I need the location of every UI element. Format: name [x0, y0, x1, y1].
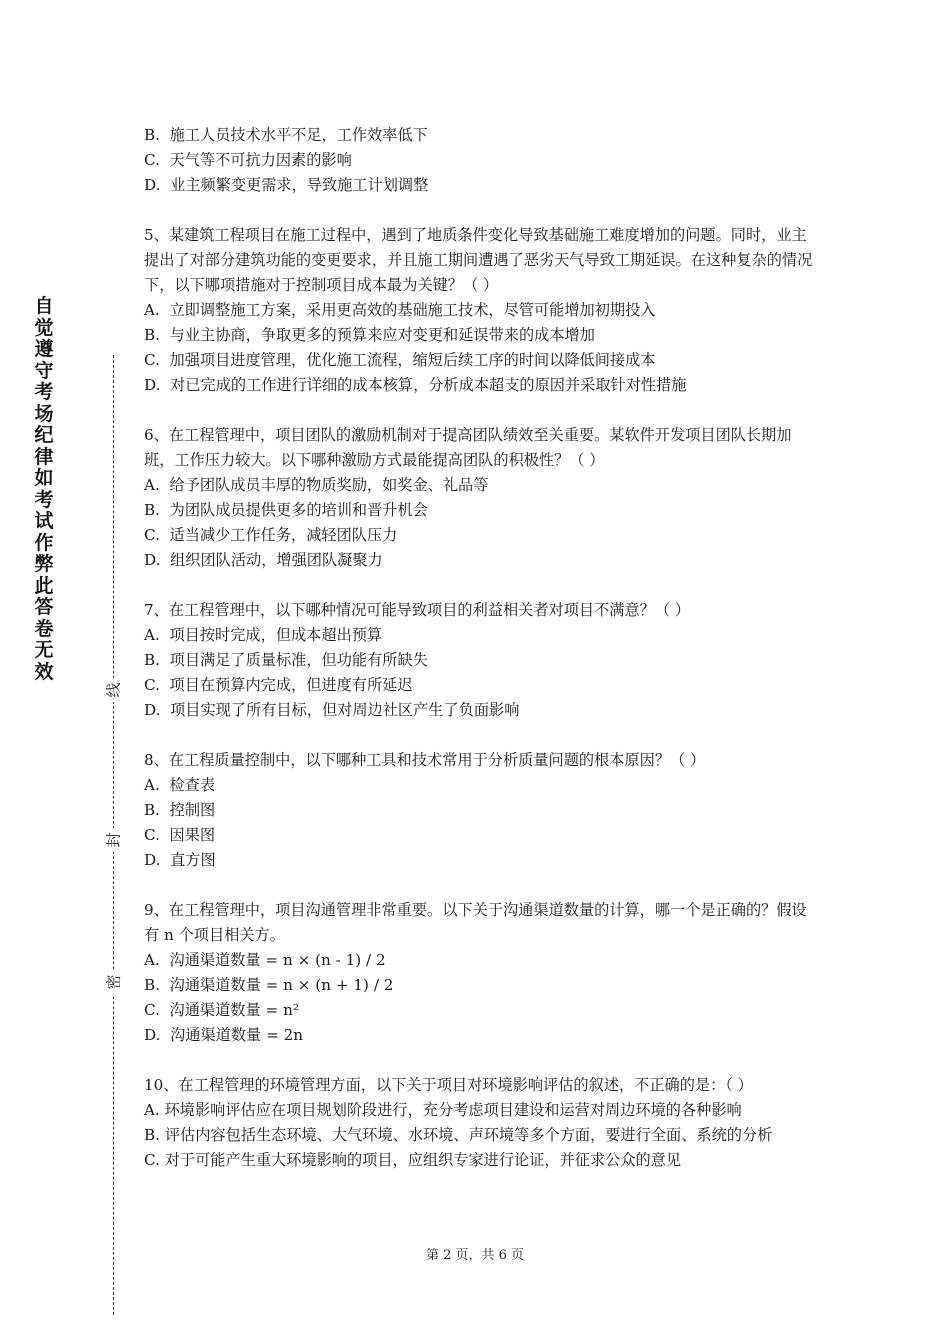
option: D. 对已完成的工作进行详细的成本核算，分析成本超支的原因并采取针对性措施	[144, 376, 687, 394]
question-6	[144, 423, 814, 573]
option: D. 项目实现了所有目标，但对周边社区产生了负面影响	[144, 701, 520, 719]
option: A. 项目按时完成，但成本超出预算	[144, 626, 383, 644]
option: B. 沟通渠道数量 = n × (n + 1) / 2	[144, 976, 394, 994]
option: A. 沟通渠道数量 = n × (n - 1) / 2	[144, 951, 386, 969]
question-stem: 5、某建筑工程项目在施工过程中，遇到了地质条件变化导致基础施工难度增加的问题。同时，业主提出了对部分建筑功能的变更要求，并且施工期间遭遇了恶劣天气导致工期延误。在这种复杂的情况下，以下哪项措施对于控制项目成本最为关键？（ ）	[144, 226, 813, 294]
option: A. 给予团队成员丰厚的物质奖励，如奖金、礼品等	[144, 476, 489, 494]
option: C. 适当减少工作任务，减轻团队压力	[144, 526, 398, 544]
question-5	[144, 223, 814, 398]
page-footer: 第 2 页，共 6 页	[425, 1248, 525, 1263]
option: B. 为团队成员提供更多的培训和晋升机会	[144, 501, 428, 519]
side-warning: 自觉遵守考场纪律如考试作弊此答卷无效	[34, 295, 54, 683]
seal-label-mi: 密	[103, 970, 125, 994]
option: C. 天气等不可抗力因素的影响	[144, 151, 352, 169]
previous-question-options	[144, 123, 814, 198]
option: C. 沟通渠道数量 = n²	[144, 1001, 299, 1019]
question-stem: 8、在工程质量控制中，以下哪种工具和技术常用于分析质量问题的根本原因？（ ）	[144, 751, 706, 769]
option: C. 因果图	[144, 826, 216, 844]
option: B. 与业主协商，争取更多的预算来应对变更和延误带来的成本增加	[144, 326, 595, 344]
question-8	[144, 748, 814, 873]
option: D. 组织团队活动，增强团队凝聚力	[144, 551, 383, 569]
question-7	[144, 598, 814, 723]
option: B. 项目满足了质量标准，但功能有所缺失	[144, 651, 428, 669]
option: D. 沟通渠道数量 = 2n	[144, 1026, 304, 1044]
question-stem: 9、在工程管理中，项目沟通管理非常重要。以下关于沟通渠道数量的计算，哪一个是正确的？假设有 n 个项目相关方。	[144, 901, 807, 944]
option: C. 加强项目进度管理，优化施工流程，缩短后续工序的时间以降低间接成本	[144, 351, 656, 369]
option: A. 立即调整施工方案，采用更高效的基础施工技术，尽管可能增加初期投入	[144, 301, 656, 319]
option: D. 直方图	[144, 851, 216, 869]
option: A. 检查表	[144, 776, 216, 794]
seal-label-feng: 封	[103, 828, 125, 852]
question-9	[144, 898, 814, 1048]
question-stem: 6、在工程管理中，项目团队的激励机制对于提高团队绩效至关重要。某软件开发项目团队长期加班，工作压力较大。以下哪种激励方式最能提高团队的积极性？（ ）	[144, 426, 792, 469]
option: B. 评估内容包括生态环境、大气环境、水环境、声环境等多个方面，要进行全面、系统的分析	[144, 1126, 773, 1144]
option: C. 对于可能产生重大环境影响的项目，应组织专家进行论证，并征求公众的意见	[144, 1151, 682, 1169]
option: D. 业主频繁变更需求，导致施工计划调整	[144, 176, 429, 194]
option: B. 控制图	[144, 801, 216, 819]
seal-label-xian: 线	[103, 678, 125, 702]
option: A. 环境影响评估应在项目规划阶段进行，充分考虑项目建设和运营对周边环境的各种影响	[144, 1101, 742, 1119]
exam-content	[144, 123, 814, 1173]
question-stem: 10、在工程管理的环境管理方面，以下关于项目对环境影响评估的叙述，不正确的是：（ ）	[144, 1076, 753, 1094]
question-stem: 7、在工程管理中，以下哪种情况可能导致项目的利益相关者对项目不满意？（ ）	[144, 601, 691, 619]
question-10	[144, 1073, 814, 1173]
option: C. 项目在预算内完成，但进度有所延迟	[144, 676, 413, 694]
option: B. 施工人员技术水平不足，工作效率低下	[144, 126, 428, 144]
